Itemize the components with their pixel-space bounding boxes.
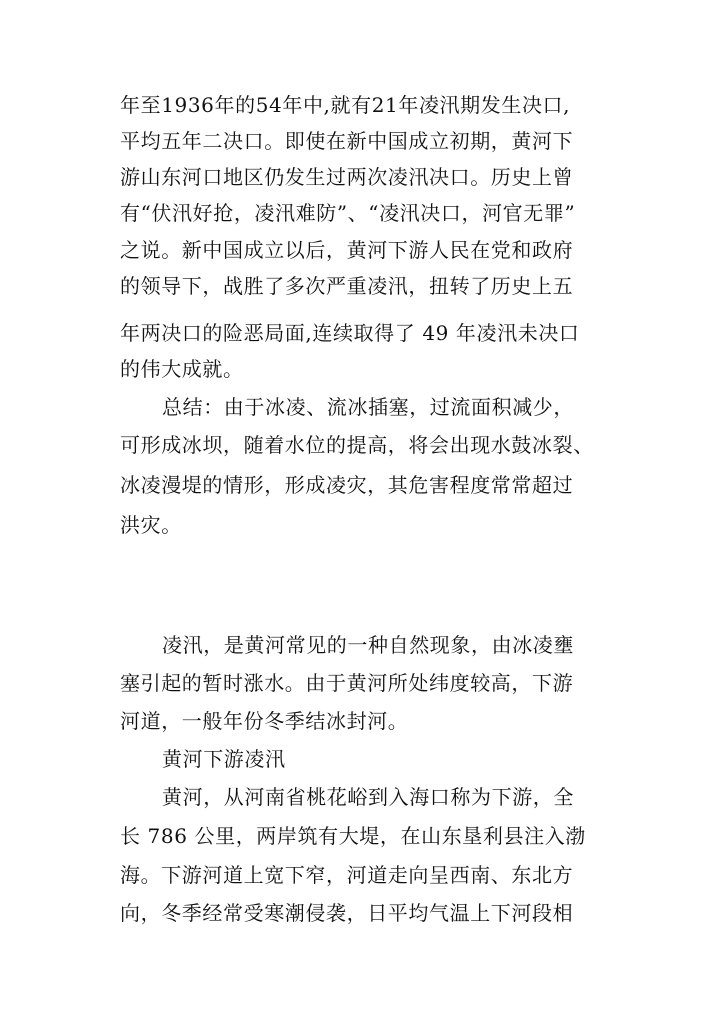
text-line: 洪灾。	[120, 513, 182, 537]
text-line: 河道，一般年份冬季结冰封河。	[120, 709, 409, 733]
text-line: 可形成冰坝，随着水位的提高，将会出现水鼓冰裂、	[120, 433, 594, 457]
text-line: 海。下游河道上宽下窄，河道走向呈西南、东北方	[120, 863, 574, 887]
text-line: 年两决口的险恶局面,连续取得了 49 年凌汛未决口	[120, 321, 580, 345]
text-line: 的伟大成就。	[120, 357, 244, 381]
text-line: 总结：由于冰凌、流冰插塞，过流面积减少，	[162, 395, 574, 419]
text-line: 塞引起的暂时涨水。由于黄河所处纬度较高，下游	[120, 671, 574, 695]
text-line: 有“伏汛好抢，凌汛难防”、“凌汛决口，河官无罪”	[120, 201, 576, 225]
text-line: 黄河，从河南省桃花峪到入海口称为下游，全	[162, 785, 574, 809]
text-line: 的领导下，战胜了多次严重凌汛，扭转了历史上五	[120, 274, 574, 298]
text-line: 冰凌漫堤的情形，形成凌灾，其危害程度常常超过	[120, 473, 574, 497]
text-line: 游山东河口地区仍发生过两次凌汛决口。历史上曾	[120, 165, 574, 189]
text-line: 向，冬季经常受寒潮侵袭，日平均气温上下河段相	[120, 901, 574, 925]
text-line: 长 786 公里，两岸筑有大堤，在山东垦利县注入渤	[120, 824, 586, 848]
text-line: 之说。新中国成立以后，黄河下游人民在党和政府	[120, 238, 574, 262]
text-line: 年至1936年的54年中,就有21年凌汛期发生决口,	[120, 93, 571, 117]
section-heading: 黄河下游凌汛	[162, 747, 286, 771]
text-line: 凌汛，是黄河常见的一种自然现象，由冰凌壅	[162, 633, 574, 657]
text-line: 平均五年二决口。即使在新中国成立初期，黄河下	[120, 129, 574, 153]
